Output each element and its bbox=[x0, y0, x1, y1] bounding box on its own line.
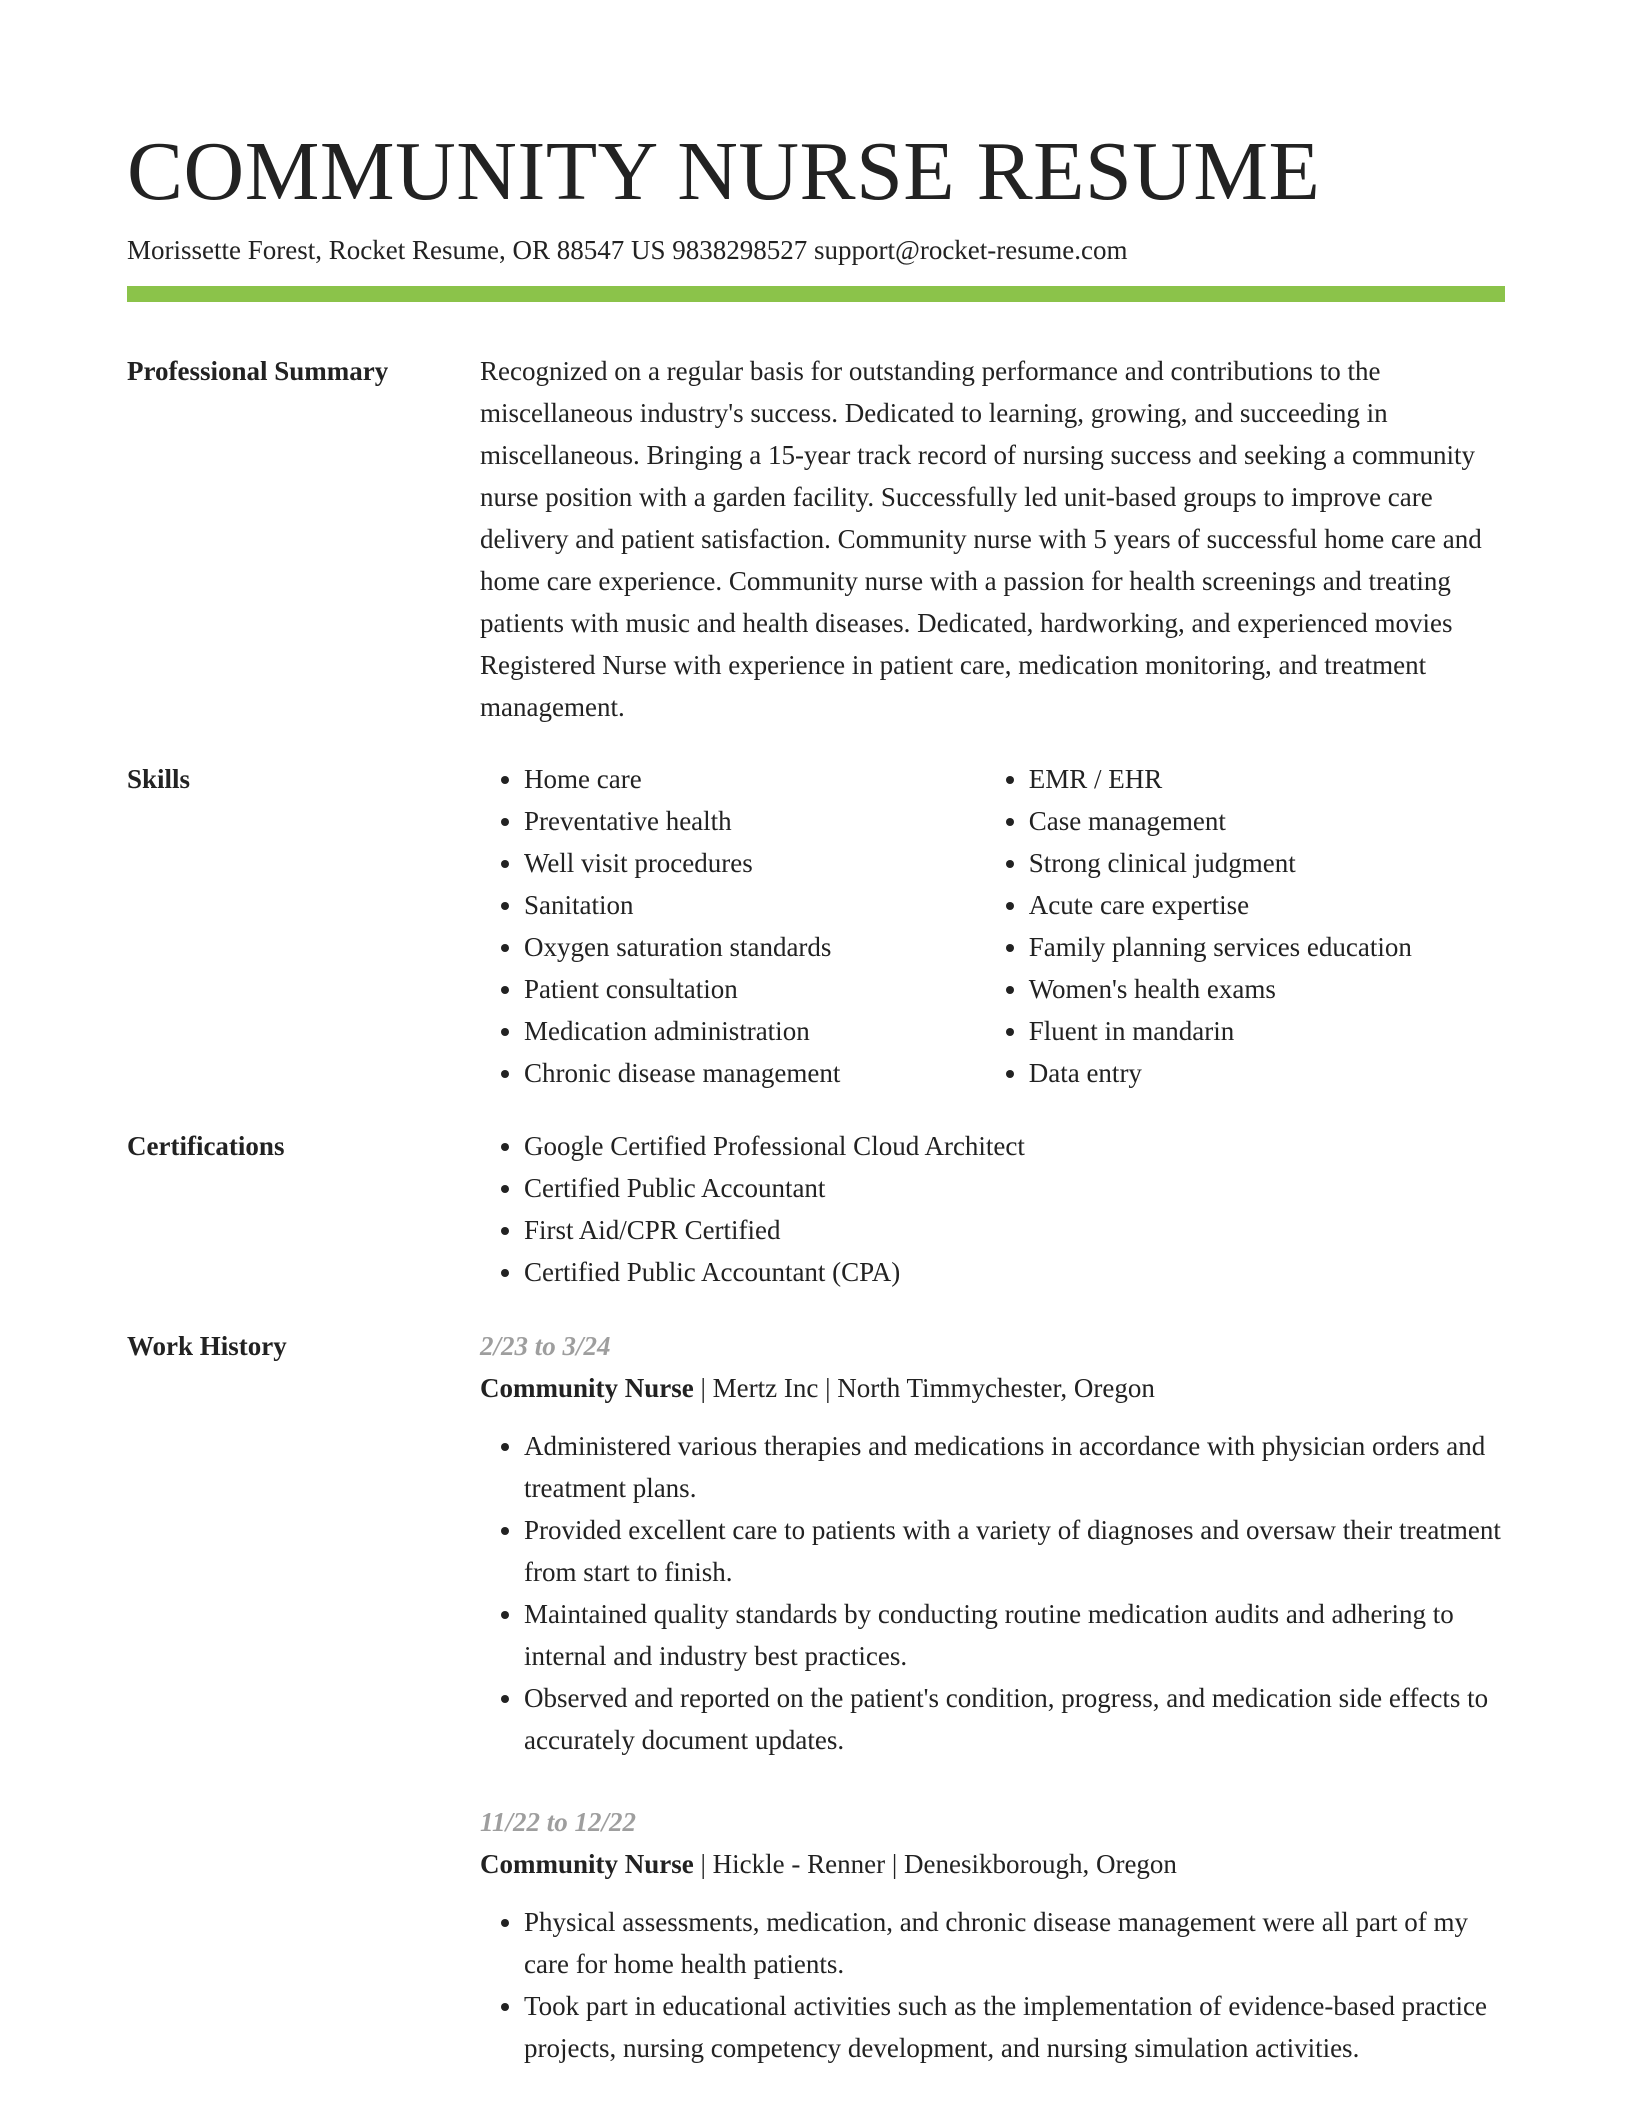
job-bullet: • Observed and reported on the patient's condition, progress, and medication side effects to accurately document updates. bbox=[524, 1677, 1505, 1761]
summary-body bbox=[480, 350, 1505, 728]
skill-item: • Sanitation bbox=[524, 884, 985, 926]
job-bullet: • Physical assessments, medication, and chronic disease management were all part of my care for home health patients. bbox=[524, 1901, 1505, 1985]
skill-item: • Patient consultation bbox=[524, 968, 985, 1010]
certification-item: • Certified Public Accountant (CPA) bbox=[524, 1251, 1505, 1293]
skill-item: • Women's health exams bbox=[1029, 968, 1505, 1010]
certifications-list bbox=[480, 1125, 1505, 1293]
skill-item: • Fluent in mandarin bbox=[1029, 1010, 1505, 1052]
job-title: Community Nurse bbox=[480, 1849, 694, 1879]
job-bullet: • Took part in educational activities such as the implementation of evidence-based practice projects, nursing competency development, and nursing simulation activities. bbox=[524, 1985, 1505, 2069]
job-title: Community Nurse bbox=[480, 1373, 694, 1403]
certifications-body bbox=[480, 1125, 1505, 1293]
skill-item: • Preventative health bbox=[524, 800, 985, 842]
job-entry bbox=[480, 1325, 1505, 1761]
skill-item: • Data entry bbox=[1029, 1052, 1505, 1094]
work-history-label: Work History bbox=[127, 1331, 287, 1361]
summary-text: Recognized on a regular basis for outstanding performance and contributions to the miscellaneous industry's success. Dedicated to learning, growing, and succeeding in miscellaneous. Bringing a 15-year track record of nursing success and seeking a community nurse position with a garden facility. Successfully led unit-based groups to improve care delivery and patient satisfaction. Community nurse with 5 years of successful home care and home care experience. Community nurse with a passion for health screenings and treating patients with music and health diseases. Dedicated, hardworking, and experienced movies Registered Nurse with experience in patient care, medication monitoring, and treatment management. bbox=[480, 356, 1482, 722]
skill-item: • Medication administration bbox=[524, 1010, 985, 1052]
job-dates: 11/22 to 12/22 bbox=[480, 1807, 637, 1837]
resume-title: COMMUNITY NURSE RESUME bbox=[127, 125, 1321, 218]
header-divider bbox=[127, 286, 1505, 302]
job-entry bbox=[480, 1801, 1505, 2069]
skills-label: Skills bbox=[127, 764, 191, 794]
job-details: | Mertz Inc | North Timmychester, Oregon bbox=[693, 1373, 1155, 1403]
certification-item: • Certified Public Accountant bbox=[524, 1167, 1505, 1209]
certifications-label: Certifications bbox=[127, 1131, 285, 1161]
job-details: | Hickle - Renner | Denesikborough, Oregon bbox=[693, 1849, 1177, 1879]
skill-item: • Oxygen saturation standards bbox=[524, 926, 985, 968]
skill-item: • Strong clinical judgment bbox=[1029, 842, 1505, 884]
certification-item: • First Aid/CPR Certified bbox=[524, 1209, 1505, 1251]
job-dates: 2/23 to 3/24 bbox=[480, 1331, 611, 1361]
job-bullet: • Provided excellent care to patients with a variety of diagnoses and oversaw their treatment from start to finish. bbox=[524, 1509, 1505, 1593]
job-bullets bbox=[480, 1425, 1505, 1761]
job-bullet: • Maintained quality standards by conducting routine medication audits and adhering to internal and industry best practices. bbox=[524, 1593, 1505, 1677]
skills-body bbox=[480, 758, 1505, 1094]
certification-item: • Google Certified Professional Cloud Architect bbox=[524, 1125, 1505, 1167]
skill-item: • Case management bbox=[1029, 800, 1505, 842]
job-bullet: • Administered various therapies and medications in accordance with physician orders and treatment plans. bbox=[524, 1425, 1505, 1509]
skill-item: • EMR / EHR bbox=[1029, 758, 1505, 800]
work-history-body bbox=[480, 1325, 1505, 2069]
skill-item: • Chronic disease management bbox=[524, 1052, 985, 1094]
job-role-line bbox=[480, 1367, 1505, 1409]
skills-list-left bbox=[480, 758, 985, 1094]
skill-item: • Family planning services education bbox=[1029, 926, 1505, 968]
job-bullets bbox=[480, 1901, 1505, 2069]
job-role-line bbox=[480, 1843, 1505, 1885]
skill-item: • Acute care expertise bbox=[1029, 884, 1505, 926]
skills-list-right bbox=[985, 758, 1505, 1094]
skill-item: • Home care bbox=[524, 758, 985, 800]
contact-info: Morissette Forest, Rocket Resume, OR 88547 US 9838298527 support@rocket-resume.com bbox=[127, 235, 1128, 265]
summary-label: Professional Summary bbox=[127, 356, 389, 386]
skill-item: • Well visit procedures bbox=[524, 842, 985, 884]
